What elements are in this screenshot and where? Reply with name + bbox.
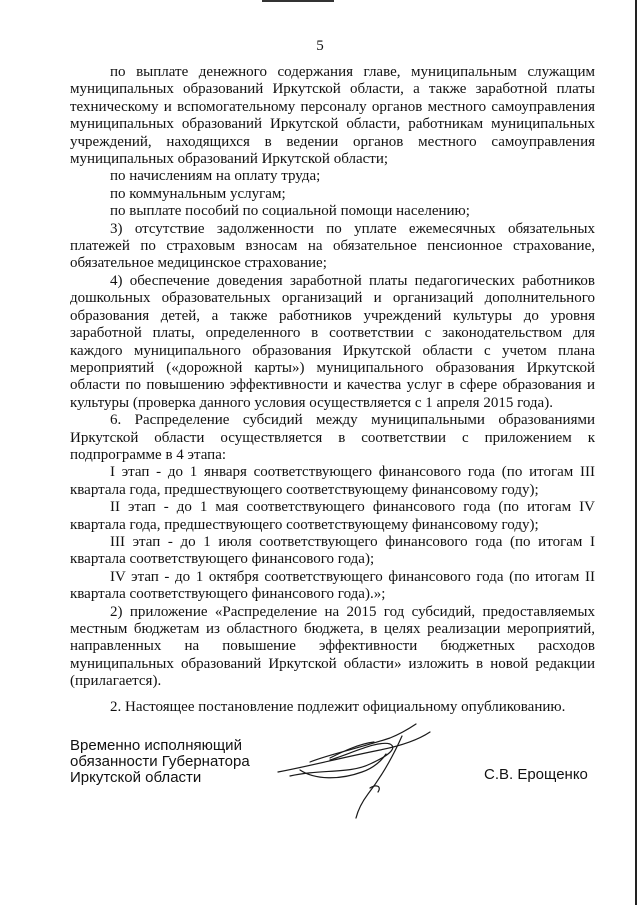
paragraph: 3) отсутствие задолженности по уплате ежемесячных обязательных платежей по страховым взносам на обязательное пенсионное страхование, обязательное медицинское страхование;: [70, 220, 595, 272]
paragraph: II этап - до 1 мая соответствующего финансового года (по итогам IV квартала года, предшествующего соответствующему финансовому году);: [70, 499, 595, 533]
document-body: [70, 64, 595, 716]
signatory-position-line: обязанности Губернатора: [70, 753, 250, 770]
paragraph: 2) приложение «Распределение на 2015 год субсидий, предоставляемых местным бюджетам из областного бюджета, в целях реализации мероприятий, направленных на повышение эффективности бюджетных расходов муниципальных образований Иркутской области» изложить в новой редакции (прилагается).: [70, 603, 595, 690]
paragraph: по начислениям на оплату труда;: [110, 168, 321, 185]
top-rule: [262, 0, 334, 2]
paragraph: 2. Настоящее постановление подлежит официальному опубликованию.: [110, 698, 566, 715]
paragraph: по коммунальным услугам;: [110, 185, 286, 202]
handwritten-signature: [270, 714, 440, 824]
paragraph: I этап - до 1 января соответствующего финансового года (по итогам III квартала года, предшествующего соответствующему финансовому году);: [70, 464, 595, 498]
signatory-position-line: Иркутской области: [70, 769, 202, 786]
paragraph: по выплате пособий по социальной помощи населению;: [110, 203, 470, 220]
paragraph: IV этап - до 1 октября соответствующего финансового года (по итогам II квартала соответствующего финансового года).»;: [70, 568, 595, 603]
signatory-position: [70, 738, 250, 786]
paragraph: по выплате денежного содержания главе, муниципальным служащим муниципальных образований Иркутской области, а также заработной платы техническому и вспомогательному персоналу органов местного самоуправления муниципальных образований Иркутской области, работникам муниципальных учреждений, находящихся в ведении органов местного самоуправления муниципальных образований Иркутской области;: [70, 64, 595, 168]
paragraph: 4) обеспечение доведения заработной платы педагогических работников дошкольных образовательных организаций и организаций дополнительного образования детей, а также работников учреждений культуры до уровня заработной платы, определенного в соответствии с законодательством для каждого муниципального образования Иркутской области с учетом плана мероприятий («дорожной карты») муниципального образования Иркутской области по повышению эффективности и качества услуг в сфере образования и культуры (проверка данного условия осуществляется с 1 апреля 2015 года).: [70, 272, 595, 411]
page-edge-line: [635, 0, 637, 905]
signatory-position-line: Временно исполняющий: [70, 737, 242, 754]
paragraph: 6. Распределение субсидий между муниципальными образованиями Иркутской области осуществляется в соответствии с приложением к подпрограмме в 4 этапа:: [70, 412, 595, 463]
signatory-name: С.В. Ерощенко: [484, 766, 588, 783]
paragraph: III этап - до 1 июля соответствующего финансового года (по итогам I квартала соответствующего финансового года);: [70, 533, 595, 568]
page-number: 5: [316, 38, 324, 54]
